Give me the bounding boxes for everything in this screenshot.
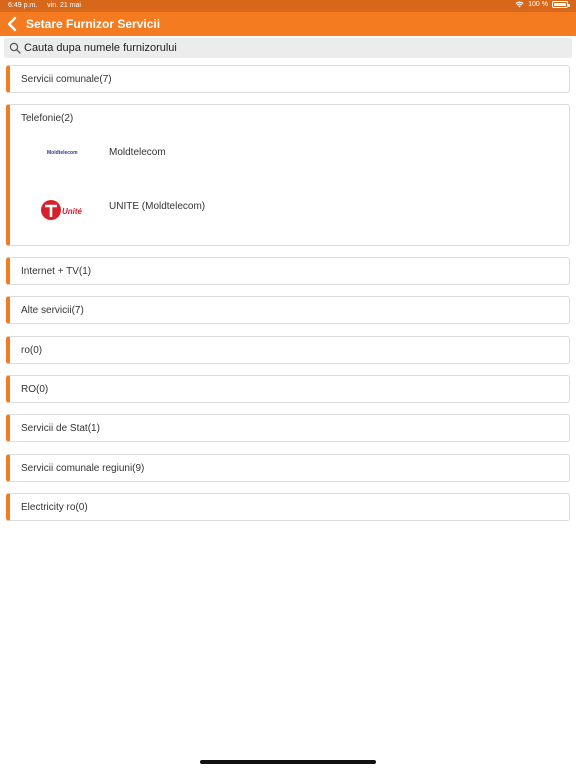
page-title: Setare Furnizor Servicii	[26, 17, 161, 31]
category-servicii-comunale-regiuni[interactable]	[6, 454, 570, 482]
unite-logo	[40, 198, 84, 222]
category-electricity-ro[interactable]	[6, 493, 570, 521]
category-ro-lower[interactable]	[6, 336, 570, 364]
home-indicator[interactable]	[200, 760, 376, 764]
category-label: Alte servicii(7)	[21, 305, 84, 316]
search-input[interactable]	[24, 40, 564, 56]
search-bar[interactable]	[4, 38, 572, 58]
provider-moldtelecom[interactable]	[10, 139, 550, 179]
category-label: Internet + TV(1)	[21, 266, 92, 277]
category-label: Telefonie(2)	[21, 113, 74, 124]
status-time: 6:49 p.m.	[8, 2, 38, 9]
provider-name: UNITE (Moldtelecom)	[109, 201, 206, 212]
provider-name: Moldtelecom	[109, 147, 166, 158]
status-date: vin. 21 mai	[47, 2, 81, 9]
status-bar	[0, 0, 576, 12]
category-label: Servicii comunale(7)	[21, 74, 112, 85]
provider-unite[interactable]	[10, 193, 550, 233]
battery-percent: 100 %	[528, 1, 548, 8]
wifi-icon	[515, 1, 524, 8]
moldtelecom-logo: Moldtelecom	[47, 150, 78, 156]
category-label: Servicii comunale regiuni(9)	[21, 463, 145, 474]
category-servicii-de-stat[interactable]	[6, 414, 570, 442]
unite-logo-text: Unité	[62, 207, 82, 216]
category-internet-tv[interactable]	[6, 257, 570, 285]
category-label: Servicii de Stat(1)	[21, 423, 100, 434]
nav-bar	[0, 12, 576, 36]
category-telefonie[interactable]	[6, 104, 570, 246]
status-left	[8, 2, 89, 9]
category-ro-upper[interactable]	[6, 375, 570, 403]
status-right	[515, 1, 568, 8]
category-label: ro(0)	[21, 345, 43, 356]
chevron-left-icon	[4, 14, 20, 34]
search-icon	[9, 42, 21, 54]
back-button[interactable]	[4, 14, 20, 34]
battery-icon	[552, 1, 568, 8]
category-servicii-comunale[interactable]	[6, 65, 570, 93]
category-alte-servicii[interactable]	[6, 296, 570, 324]
category-label: Electricity ro(0)	[21, 502, 88, 513]
category-label: RO(0)	[21, 384, 49, 395]
